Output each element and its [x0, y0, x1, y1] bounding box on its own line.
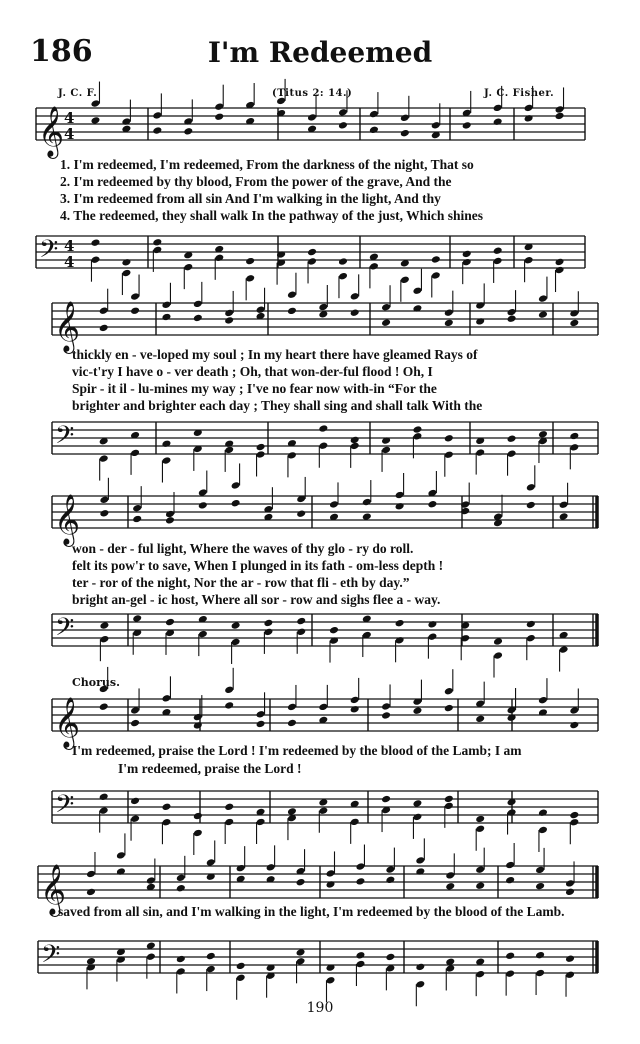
note-head [475, 881, 485, 890]
hymn-number: 186 [30, 34, 93, 69]
note-head [505, 876, 515, 885]
note-head [369, 126, 379, 135]
note-head [224, 316, 234, 325]
note-head [130, 719, 140, 728]
note-head [224, 439, 234, 448]
note-head [350, 705, 360, 714]
note-head [132, 515, 142, 524]
note-head [152, 126, 162, 135]
author-credit: J. C. F. [58, 88, 98, 99]
note-head [381, 318, 391, 327]
lyric-line: bright an-gel - ic host, Where all sor - row and sighs flee a - way. [72, 592, 441, 607]
time-signature: 4 [64, 237, 75, 255]
lyric-line: 3. I'm redeemed from all sin And I'm walking in the light, And thy [60, 191, 441, 206]
note-head [507, 434, 517, 443]
lyric-line: 4. The redeemed, they shall walk In the pathway of the just, Which shines [60, 208, 484, 223]
note-head [99, 324, 109, 333]
bass-clef-icon: 𝄢 [55, 421, 75, 456]
note-head [231, 499, 241, 508]
note-head [475, 715, 485, 724]
note-head [287, 719, 297, 728]
note-head [538, 310, 548, 319]
treble-clef-icon: 𝄞 [38, 106, 65, 157]
note-head [256, 720, 266, 729]
chorus-label: Chorus. [72, 676, 120, 689]
note-head [90, 238, 100, 247]
lyric-line: felt its pow'r to save, When I plunged in its fath - om-less depth ! [72, 558, 444, 573]
note-head [224, 803, 234, 812]
note-head [395, 619, 405, 628]
note-head [395, 502, 405, 511]
note-head [193, 812, 203, 821]
note-head [329, 626, 339, 635]
note-head [415, 963, 425, 972]
note-head [381, 711, 391, 720]
note-head [505, 952, 515, 961]
note-head [152, 238, 162, 247]
note-head [569, 432, 579, 441]
note-head [524, 114, 534, 123]
note-head [555, 258, 565, 267]
treble-clef-icon: 𝄞 [54, 697, 81, 748]
note-head [296, 878, 306, 887]
note-head [493, 246, 503, 255]
note-head [236, 962, 246, 971]
scripture-reference: (Titus 2: 14.) [272, 88, 353, 99]
note-head [121, 258, 131, 267]
bass-clef-icon: 𝄢 [55, 613, 75, 648]
note-head [161, 313, 171, 322]
bass-clef-icon: 𝄢 [55, 790, 75, 825]
note-head [99, 702, 109, 711]
note-head [444, 704, 454, 713]
note-head [206, 952, 216, 961]
note-head [355, 877, 365, 886]
note-head [538, 808, 548, 817]
note-head [245, 257, 255, 266]
lyric-line: 2. I'm redeemed by thy blood, From the power of the grave, And the [60, 174, 452, 189]
note-head [86, 957, 96, 966]
note-head [535, 951, 545, 960]
note-head [462, 250, 472, 259]
note-head [307, 248, 317, 257]
note-head [412, 425, 422, 434]
treble-clef-icon: 𝄞 [54, 301, 81, 352]
note-head [130, 306, 140, 315]
note-head [90, 116, 100, 125]
lyric-line: I'm redeemed, praise the Lord ! [118, 761, 302, 776]
note-head [318, 424, 328, 433]
bass-clef-icon: 𝄢 [39, 235, 59, 270]
note-head [99, 793, 109, 802]
note-head [287, 307, 297, 316]
treble-clef-icon: 𝄞 [54, 494, 81, 545]
time-signature: 4 [64, 109, 75, 127]
treble-clef-icon: 𝄞 [40, 864, 67, 915]
lyric-line: brighter and brighter each day ; They shall sing and shall talk With the [72, 398, 483, 413]
note-head [475, 815, 485, 824]
note-head [526, 620, 536, 629]
note-head [535, 882, 545, 891]
composer-credit: J. C. Fisher. [484, 88, 555, 99]
note-head [350, 308, 360, 317]
note-head [412, 706, 422, 715]
note-head [400, 129, 410, 138]
lyric-line: ter - ror of the night, Nor the ar - row that fli - eth by day.” [72, 575, 410, 590]
lyric-line: Spir - it il - lu-mines my way ; I've no fear now with-in “For the [72, 381, 437, 396]
note-head [198, 501, 208, 510]
note-head [462, 121, 472, 130]
note-head [493, 117, 503, 126]
note-head [431, 255, 441, 264]
note-head [526, 501, 536, 510]
note-head [256, 443, 266, 452]
note-head [569, 319, 579, 328]
note-head [444, 319, 454, 328]
time-signature: 4 [64, 253, 75, 271]
note-head [165, 516, 175, 525]
lyric-line: thickly en - ve-loped my soul ; In my heart there have gleamed Rays of [72, 347, 478, 362]
note-head [193, 314, 203, 323]
note-head [565, 954, 575, 963]
note-head [296, 509, 306, 518]
note-head [569, 721, 579, 730]
note-head [565, 888, 575, 897]
note-head [427, 500, 437, 509]
note-head [381, 795, 391, 804]
note-head [355, 951, 365, 960]
lyric-line: 1. I'm redeemed, I'm redeemed, From the darkness of the night, That so [60, 157, 474, 172]
note-head [538, 430, 548, 439]
note-head [161, 803, 171, 812]
lyric-line: I'm redeemed, praise the Lord ! I'm redeemed by the blood of the Lamb; I am [72, 743, 522, 758]
note-head [338, 121, 348, 130]
bass-clef-icon: 𝄢 [41, 940, 61, 975]
lyric-line: won - der - ful light, Where the waves of thy glo - ry do roll. [72, 541, 414, 556]
note-head [445, 882, 455, 891]
note-head [444, 795, 454, 804]
note-head [444, 434, 454, 443]
note-head [161, 439, 171, 448]
page-number: 190 [306, 1000, 334, 1016]
note-head [385, 876, 395, 885]
note-head [427, 620, 437, 629]
note-head [385, 953, 395, 962]
note-head [176, 955, 186, 964]
note-head [569, 811, 579, 820]
note-head [224, 701, 234, 710]
note-head [296, 617, 306, 626]
note-head [263, 619, 273, 628]
note-head [338, 257, 348, 266]
note-head [99, 509, 109, 518]
note-head [183, 127, 193, 136]
note-head [86, 888, 96, 897]
note-head [130, 797, 140, 806]
note-head [555, 112, 565, 121]
note-head [214, 112, 224, 121]
time-signature: 4 [64, 125, 75, 143]
note-head [507, 314, 517, 323]
hymn-title: I'm Redeemed [207, 36, 433, 69]
lyric-line: saved from all sin, and I'm walking in the light, I'm redeemed by the blood of the Lamb. [58, 904, 565, 919]
note-head [176, 884, 186, 893]
lyric-line: vic-t'ry I have o - ver death ; Oh, that won-der-ful flood ! Oh, I [72, 364, 433, 379]
note-head [165, 618, 175, 627]
